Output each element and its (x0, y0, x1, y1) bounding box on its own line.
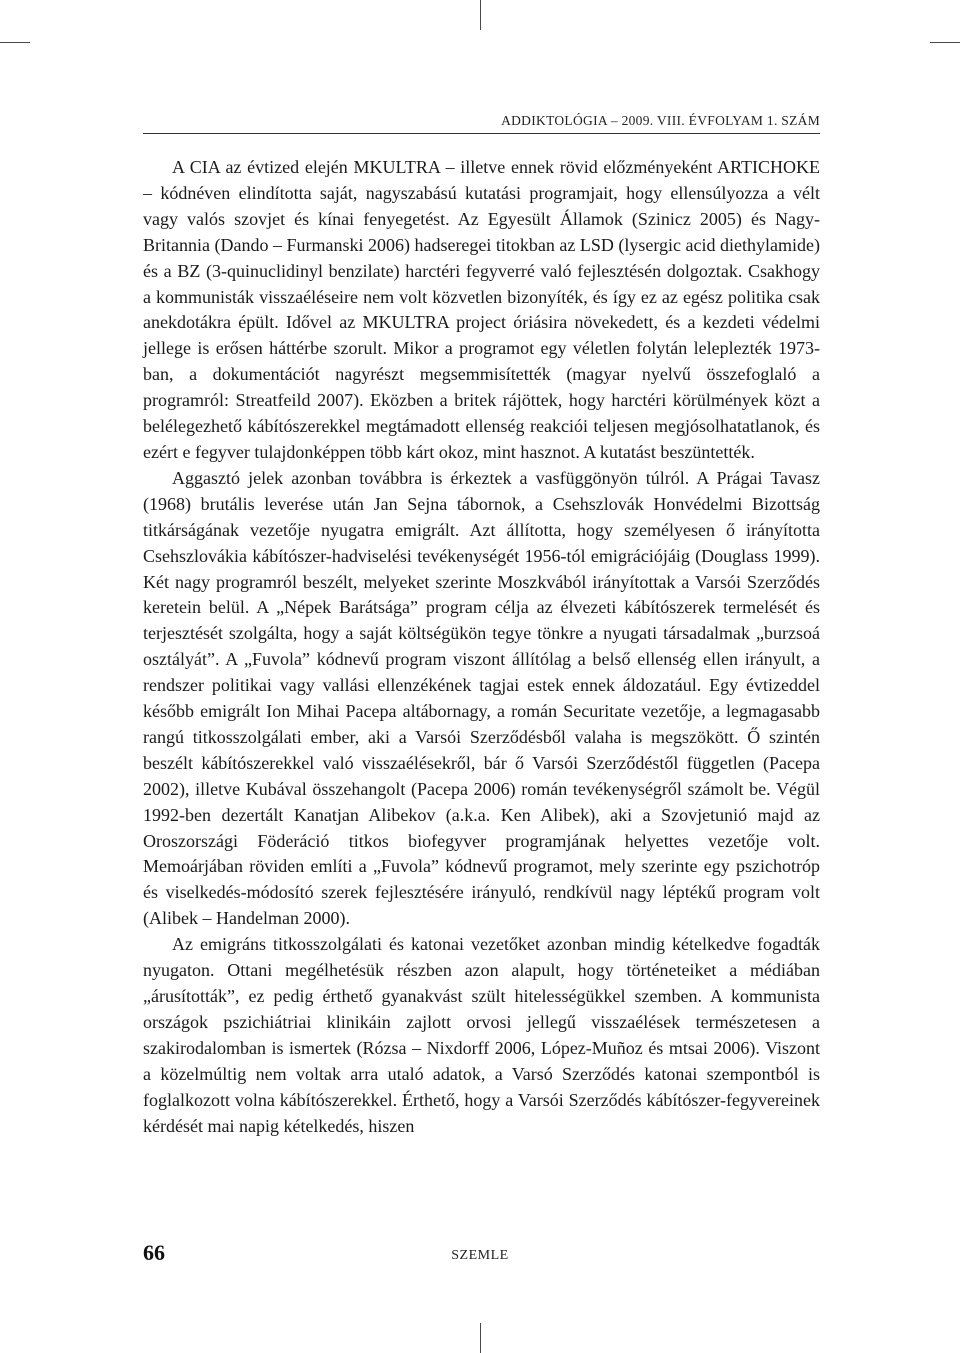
paragraph: Aggasztó jelek azonban továbbra is érkeztek a vasfüggönyön túlról. A Prágai Tavasz (1968) brutális leverése után Jan Sejna tábornok, a Csehszlovák Honvédelmi Bizottság titkárságának vezetője nyugatra emigrált. Azt állította, hogy személyesen ő irányította Csehszlovákia kábítószer-hadviselési tevékenységét 1956-tól emigrációjáig (Douglass 1999). Két nagy programról beszélt, melyeket szerinte Moszkvából irányítottak a Varsói Szerződés keretein belül. A „Népek Barátsága” program célja az élvezeti kábítószerek termelését és terjesztését szolgálta, hogy a saját költségükön tegye tönkre a nyugati társadalmak „burzsoá osztályát”. A „Fuvola” kódnevű program viszont állítólag a belső ellenség ellen irányult, a rendszer politikai vagy vallási ellenzékének tagjai estek ennek áldozatául. Egy évtizeddel később emigrált Ion Mihai Pacepa altábornagy, a román Securitate vezetője, a legmagasabb rangú titkosszolgálati ember, aki a Varsói Szerződésből valaha is megszökött. Ő szintén beszélt kábítószerekkel való visszaélésekről, bár ő Varsói Szerződéstől független (Pacepa 2002), illetve Kubával összehangolt (Pacepa 2006) román tevékenységről számolt be. Végül 1992-ben dezertált Kanatjan Alibekov (a.k.a. Ken Alibek), aki a Szovjetunió majd az Oroszországi Föderáció titkos biofegyver programjának helyettes vezetője volt. Memoárjában röviden említi a „Fuvola” kódnevű programot, mely szerinte egy pszichotróp és viselkedés-módosító szerek fejlesztésére irányuló, rendkívül nagy léptékű program volt (Alibek – Handelman 2000). (143, 467, 820, 929)
paragraph: Az emigráns titkosszolgálati és katonai vezetőket azonban mindig kételkedve fogadták nyugaton. Ottani megélhetésük részben azon alapult, hogy történeteiket a médiában „árusították”, ez pedig érthető gyanakvást szült hitelességükkel szemben. A kommunista országok pszichiátriai klinikáin zajlott orvosi jellegű visszaélések természetesen a szakirodalomban is ismertek (Rózsa – Nixdorff 2006, López-Muñoz és mtsai 2006). Viszont a közelmúltig nem voltak arra utaló adatok, a Varsó Szerződés katonai szempontból is foglalkozott volna kábítószerekkel. Érthető, hogy a Varsói Szerződés kábítószer-fegyvereinek kérdését mai napig kételkedés, hiszen (143, 934, 820, 1136)
crop-mark-left (0, 42, 30, 43)
running-head: ADDIKTOLÓGIA – 2009. VIII. ÉVFOLYAM 1. SZÁM (501, 113, 820, 128)
header-rule (143, 133, 820, 134)
crop-mark-right (930, 42, 960, 43)
crop-mark-top (480, 0, 481, 30)
paragraph: A CIA az évtized elején MKULTRA – illetve ennek rövid előzményeként ARTICHOKE – kódnéven elindította saját, nagyszabású kutatási programjait, hogy ellensúlyozza a vélt vagy valós szovjet és kínai fenyegetést. Az Egyesült Államok (Szinicz 2005) és Nagy-Britannia (Dando – Furmanski 2006) hadseregei titokban az LSD (lysergic acid diethylamide) és a BZ (3-quinuclidinyl benzilate) harctéri fegyverré való fejlesztésén dolgoztak. Csakhogy a kommunisták visszaéléseire nem volt közvetlen bizonyíték, és így ez az egész politika csak anekdotákra épült. Idővel az MKULTRA project óriásira növekedett, és a kezdeti védelmi jellege is erősen háttérbe szorult. Mikor a programot egy véletlen folytán leleplezték 1973-ban, a dokumentációt nagyrészt megsemmisítették (magyar nyelvű összefoglaló a programról: Streatfeild 2007). Eközben a britek rájöttek, hogy harctéri körülmények közt a belélegezhető kábítószerekkel megtámadott ellenség reakciói teljesen megjósolhatatlanok, és ezért e fegyver tulajdonképpen több kárt okoz, mint hasznot. A kutatást beszüntették. (143, 157, 820, 462)
journal-section: SZEMLE (451, 1248, 509, 1263)
article-body (143, 155, 820, 1139)
crop-mark-bottom (480, 1323, 481, 1353)
page-number: 66 (143, 1240, 165, 1265)
